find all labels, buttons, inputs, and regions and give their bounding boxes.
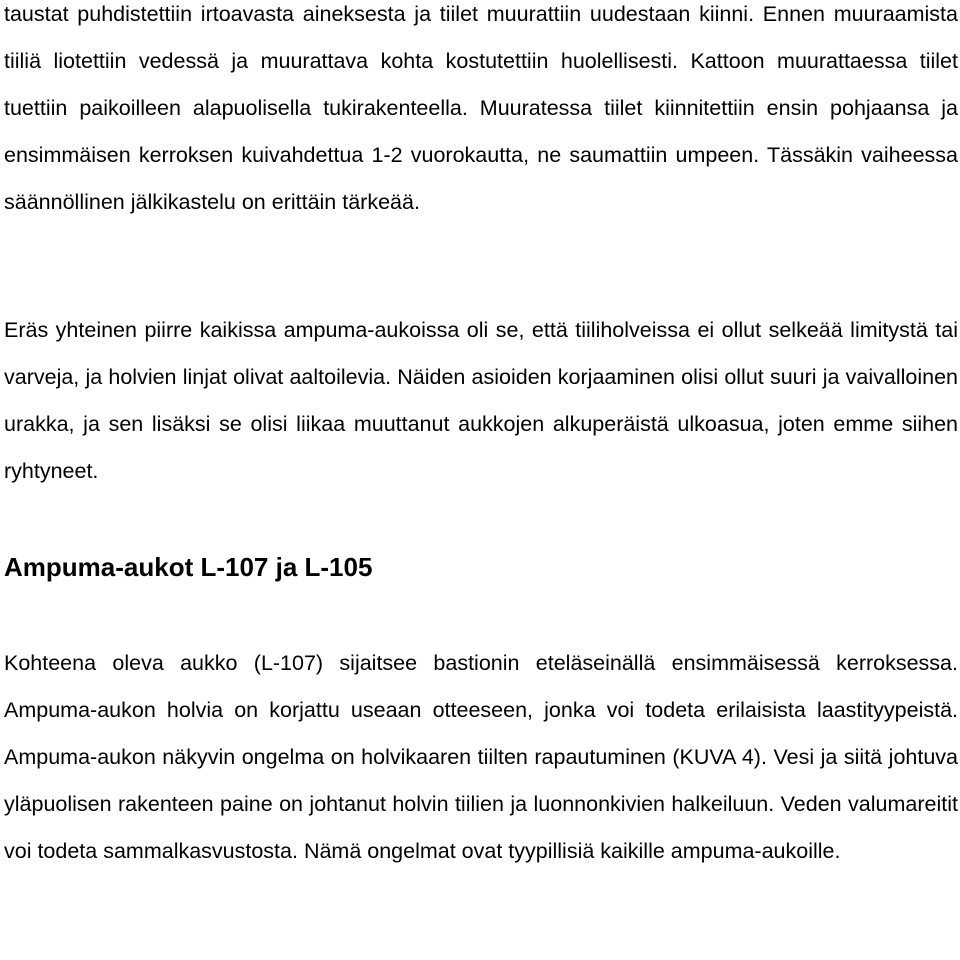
paragraph-opening-l107: Kohteena oleva aukko (L-107) sijaitsee bastionin eteläseinällä ensimmäisessä kerroksessa. Ampuma-aukon holvia on korjattu useaan otteeseen, jonka voi todeta erilaisista laastityypeistä. Ampuma-aukon näkyvin ongelma on holvikaaren tiilten rapautuminen (KUVA 4). Vesi ja siitä johtuva yläpuolisen rakenteen paine on johtanut holvin tiilien ja luonnonkivien halkeiluun. Veden valumareitit voi todeta sammalkasvustosta. Nämä ongelmat ovat tyypillisiä kaikille ampuma-aukoille. — [4, 651, 958, 863]
paragraph-vault-features: Eräs yhteinen piirre kaikissa ampuma-aukoissa oli se, että tiiliholveissa ei ollut selkeää limitystä tai varveja, ja holvien linjat olivat aaltoilevia. Näiden asioiden korjaaminen olisi ollut suuri ja vaivalloinen urakka, ja sen lisäksi se olisi liikaa muuttanut aukkojen alkuperäistä ulkoasua, joten emme siihen ryhtyneet. — [4, 318, 958, 483]
paragraph-brick-repair: taustat puhdistettiin irtoavasta aineksesta ja tiilet muurattiin uudestaan kiinni. Ennen muuraamista tiiliä liotettiin vedessä ja muurattava kohta kostutettiin huolellisesti. Kattoon muurattaessa tiilet tuettiin paikoilleen alapuolisella tukirakenteella. Muuratessa tiilet kiinnitettiin ensin pohjaansa ja ensimmäisen kerroksen kuivahdettua 1-2 vuorokautta, ne saumattiin umpeen. Tässäkin vaiheessa säännöllinen jälkikastelu on erittäin tärkeää. — [4, 2, 958, 214]
section-heading: Ampuma-aukot L-107 ja L-105 — [4, 552, 373, 582]
